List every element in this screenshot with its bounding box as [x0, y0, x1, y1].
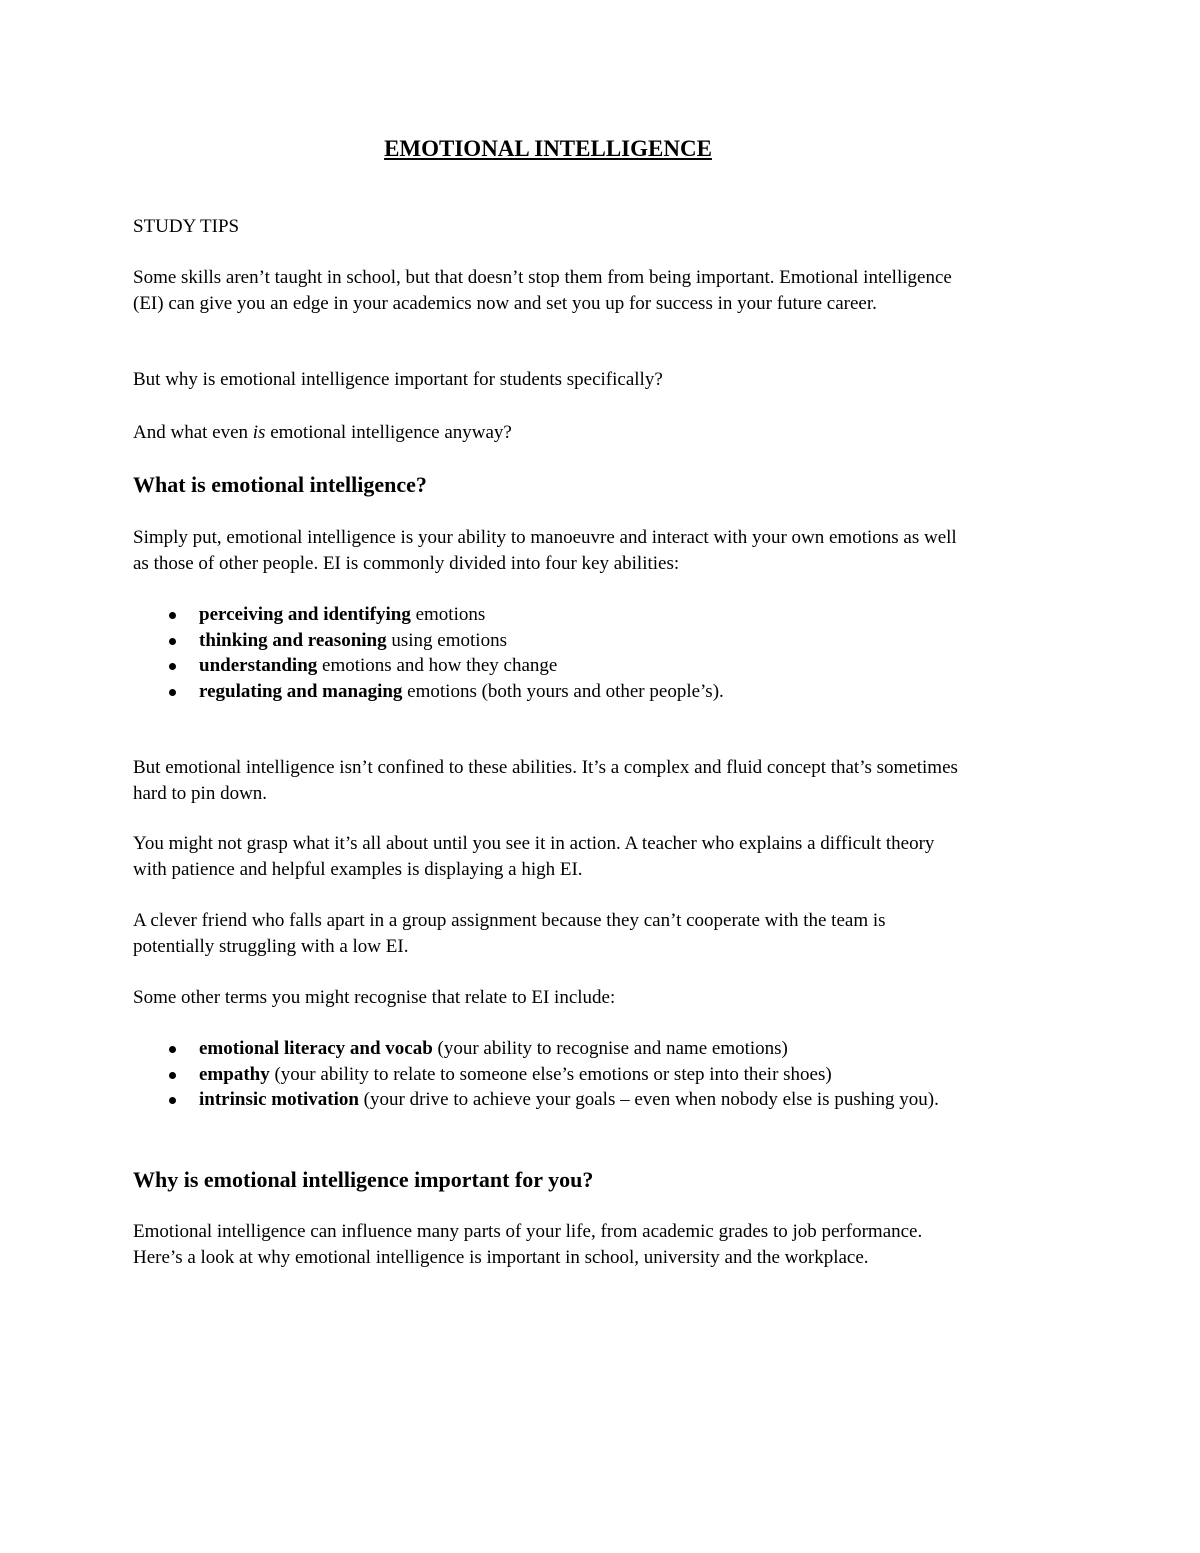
ei-concept-paragraph: But emotional intelligence isn’t confined to these abilities. It’s a complex and fluid concept that’s sometimes hard to pin down. [133, 757, 958, 804]
bullet-icon [169, 1097, 176, 1104]
list-item [133, 602, 963, 628]
list-item-term: regulating and managing [199, 680, 403, 702]
list-item [133, 1087, 963, 1113]
list-item [133, 1036, 963, 1062]
bullet-icon [169, 663, 176, 670]
list-item-text: (your drive to achieve your goals – even when nobody else is pushing you). [358, 1089, 939, 1110]
list-item-term: intrinsic motivation [199, 1089, 359, 1110]
ei-definition-paragraph: Simply put, emotional intelligence is your ability to manoeuvre and interact with your own emotions as well as those of other people. EI is commonly divided into four key abilities: [133, 527, 957, 574]
section-heading-why-important: Why is emotional intelligence important for you? [133, 1167, 594, 1192]
list-item-term: emotional literacy and vocab [199, 1038, 433, 1059]
list-item-text: emotions (both yours and other people’s). [402, 680, 724, 702]
abilities-list [133, 602, 963, 704]
list-item-text: (your ability to recognise and name emotions) [432, 1038, 788, 1059]
list-item [133, 628, 963, 654]
list-item-text: emotions and how they change [317, 655, 558, 676]
list-item-term: perceiving and identifying [199, 604, 411, 625]
list-item-term: empathy [199, 1063, 270, 1085]
document-title: EMOTIONAL INTELLIGENCE [384, 136, 712, 161]
intro-question-2-emphasis: is [252, 422, 266, 443]
intro-question-2-start: And what even [133, 422, 253, 443]
list-item-text: using emotions [386, 629, 507, 651]
study-tips-heading: STUDY TIPS [133, 216, 240, 237]
list-item [133, 1062, 963, 1088]
importance-paragraph: Emotional intelligence can influence many parts of your life, from academic grades to job performance. Here’s a look at why emotional intelligence is important in school, university and the workplace. [133, 1221, 923, 1268]
list-item [133, 653, 963, 679]
bullet-icon [169, 612, 176, 619]
intro-paragraph: Some skills aren’t taught in school, but that doesn’t stop them from being important. Emotional intelligence (EI) can give you an edge in your academics now and set you up for success in your future career. [133, 267, 952, 314]
list-item [133, 679, 963, 705]
bullet-icon [169, 689, 176, 696]
teacher-example-paragraph: You might not grasp what it’s all about until you see it in action. A teacher who explains a difficult theory with patience and helpful examples is displaying a high EI. [133, 833, 935, 880]
intro-question-2 [133, 420, 963, 446]
bullet-icon [169, 638, 176, 645]
section-heading-what-is-ei: What is emotional intelligence? [133, 472, 427, 497]
bullet-icon [169, 1072, 176, 1079]
other-terms-intro: Some other terms you might recognise that relate to EI include: [133, 987, 616, 1008]
intro-question-2-end: emotional intelligence anyway? [265, 422, 512, 443]
terms-list [133, 1036, 963, 1113]
list-item-term: understanding [199, 655, 318, 676]
list-item-text: (your ability to relate to someone else’s emotions or step into their shoes) [269, 1063, 832, 1085]
list-item-text: emotions [410, 604, 486, 625]
list-item-term: thinking and reasoning [199, 629, 387, 651]
intro-question: But why is emotional intelligence important for students specifically? [133, 369, 663, 390]
friend-example-paragraph: A clever friend who falls apart in a group assignment because they can’t cooperate with the team is potentially struggling with a low EI. [133, 910, 886, 957]
bullet-icon [169, 1046, 176, 1053]
